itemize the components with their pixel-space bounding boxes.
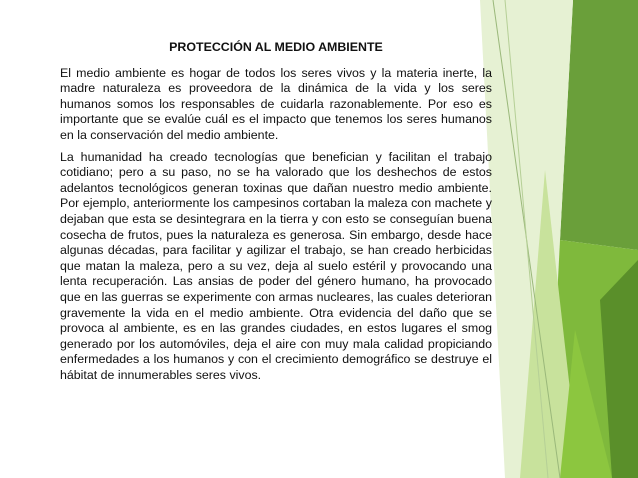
slide-content [60,40,492,389]
slide-title: PROTECCIÓN AL MEDIO AMBIENTE [169,40,383,54]
paragraph-2: La humanidad ha creado tecnologías que benefician y facilitan el trabajo cotidiano; pero a su paso, no se ha valorado que los deshechos de estos adelantos tecnológicos generan toxinas que dañan nuestro medio ambiente. Por ejemplo, anteriormente los campesinos cortaban la maleza con machete y dejaban que esta se desintegrara en la tierra y con esto se conseguían buena cosecha de frutos, pues la naturaleza es generosa. Sin embargo, desde hace algunas décadas, para facilitar y agilizar el trabajo, se han creado herbicidas que matan la maleza, pero a su vez, deja al suelo estéril y provocando una lenta recuperación. Las ansias de poder del género humano, ha provocado que en las guerras se experimente con armas nucleares, las cuales deterioran gravemente la vida en el medio ambiente. Otra evidencia del daño que se provoca al ambiente, es en las grandes ciudades, en estos lugares el smog generado por los automóviles, deja el aire con muy mala calidad propiciando enfermedades a los humanos y con el crecimiento demográfico se destruye el hábitat de innumerables seres vivos. [60,149,492,382]
paragraph-1: El medio ambiente es hogar de todos los seres vivos y la materia inerte, la madre naturaleza es proveedora de la dinámica de la vida y los seres humanos somos los responsables de cuidarla razonablemente. Por eso es importante que se evalúe cuál es el impacto que tenemos los seres humanos en la conservación del medio ambiente. [60,65,492,142]
green-facet-top-right [560,0,638,250]
